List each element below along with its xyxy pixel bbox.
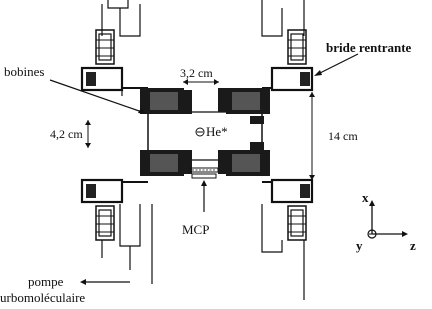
bottom-left-flange <box>82 180 148 202</box>
bottom-right-pump-assembly <box>262 204 306 300</box>
top-left-flange <box>82 68 148 96</box>
pump-label-line1: pompe <box>28 274 64 289</box>
mcp-arrow <box>201 180 207 212</box>
height-dimension <box>85 120 91 148</box>
length-dimension <box>309 92 315 180</box>
bottom-right-flange <box>262 180 312 202</box>
coil-upper-right <box>218 88 270 124</box>
axis-triad <box>368 200 408 238</box>
coil-lower-right <box>218 142 270 176</box>
coil-upper-left <box>140 88 192 114</box>
height-dimension-label: 4,2 cm <box>50 127 83 141</box>
mcp-label: MCP <box>182 222 210 237</box>
coil-chamber <box>140 88 270 178</box>
axis-y-label: y <box>356 238 363 253</box>
width-dimension-label: 3,2 cm <box>180 66 213 80</box>
length-dimension-label: 14 cm <box>328 129 358 143</box>
axis-z-label: z <box>410 238 416 253</box>
bride-arrow <box>314 54 358 76</box>
axis-x-label: x <box>362 190 369 205</box>
top-right-flange <box>262 68 312 90</box>
bride-rentrante-label: bride rentrante <box>326 40 412 55</box>
pump-label-line2: urbomoléculaire <box>0 290 86 305</box>
pump-arrow <box>80 279 130 285</box>
coil-lower-left <box>140 150 192 176</box>
top-left-pump-assembly <box>96 0 140 64</box>
mcp-detector <box>190 168 218 178</box>
bottom-left-pump-assembly <box>96 204 152 284</box>
bobines-arrow <box>50 80 146 114</box>
atom-label: He* <box>206 124 228 139</box>
bobines-label: bobines <box>4 64 45 79</box>
top-right-pump-assembly <box>262 0 306 64</box>
